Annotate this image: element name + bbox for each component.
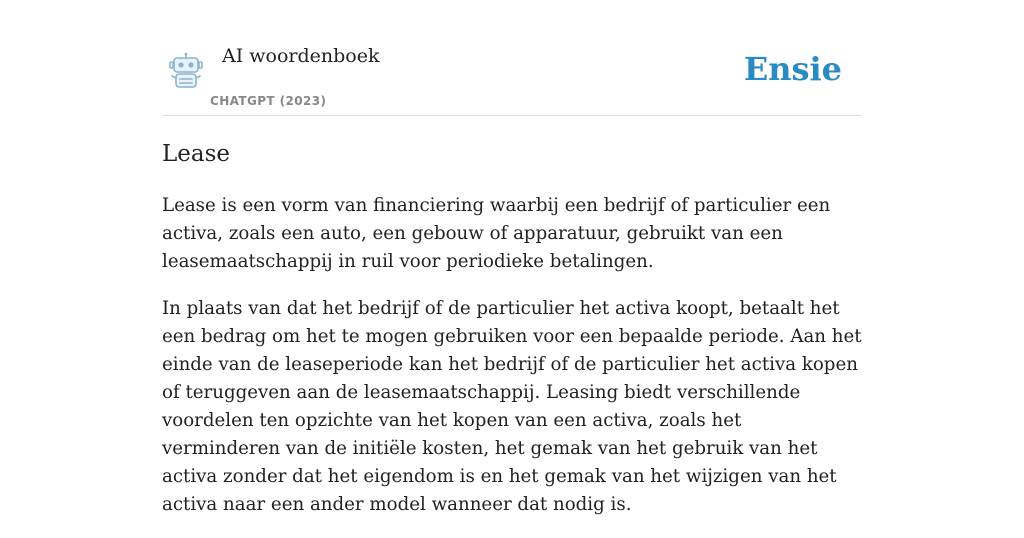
- site-header: [162, 40, 862, 116]
- brand-logo[interactable]: Ensie: [743, 50, 842, 88]
- entry-content: [162, 138, 862, 538]
- dictionary-title[interactable]: AI woordenboek: [222, 45, 380, 67]
- source-label: CHATGPT (2023): [210, 94, 327, 108]
- entry-paragraph-2: In plaats van dat het bedrijf of de particulier het activa koopt, betaalt het een bedrag om het te mogen gebruiken voor een bepaalde periode. Aan het einde van de leaseperiode kan het bedrijf of de particulier het activa kopen of teruggeven aan de leasemaatschappij. Leasing biedt verschillende voordelen ten opzichte van het kopen van een activa, zoals het verminderen van de initiële kosten, het gemak van het gebruik van het activa zonder dat het eigendom is en het gemak van het wijzigen van het activa naar een ander model wanneer dat nodig is.: [162, 298, 862, 515]
- entry-term: Lease: [162, 141, 231, 167]
- entry-paragraph-1: Lease is een vorm van financiering waarbij een bedrijf of particulier een activa, zoals een auto, een gebouw of apparatuur, gebruikt van een leasemaatschappij in ruil voor periodieke betalingen.: [162, 195, 831, 272]
- robot-icon: [166, 52, 206, 90]
